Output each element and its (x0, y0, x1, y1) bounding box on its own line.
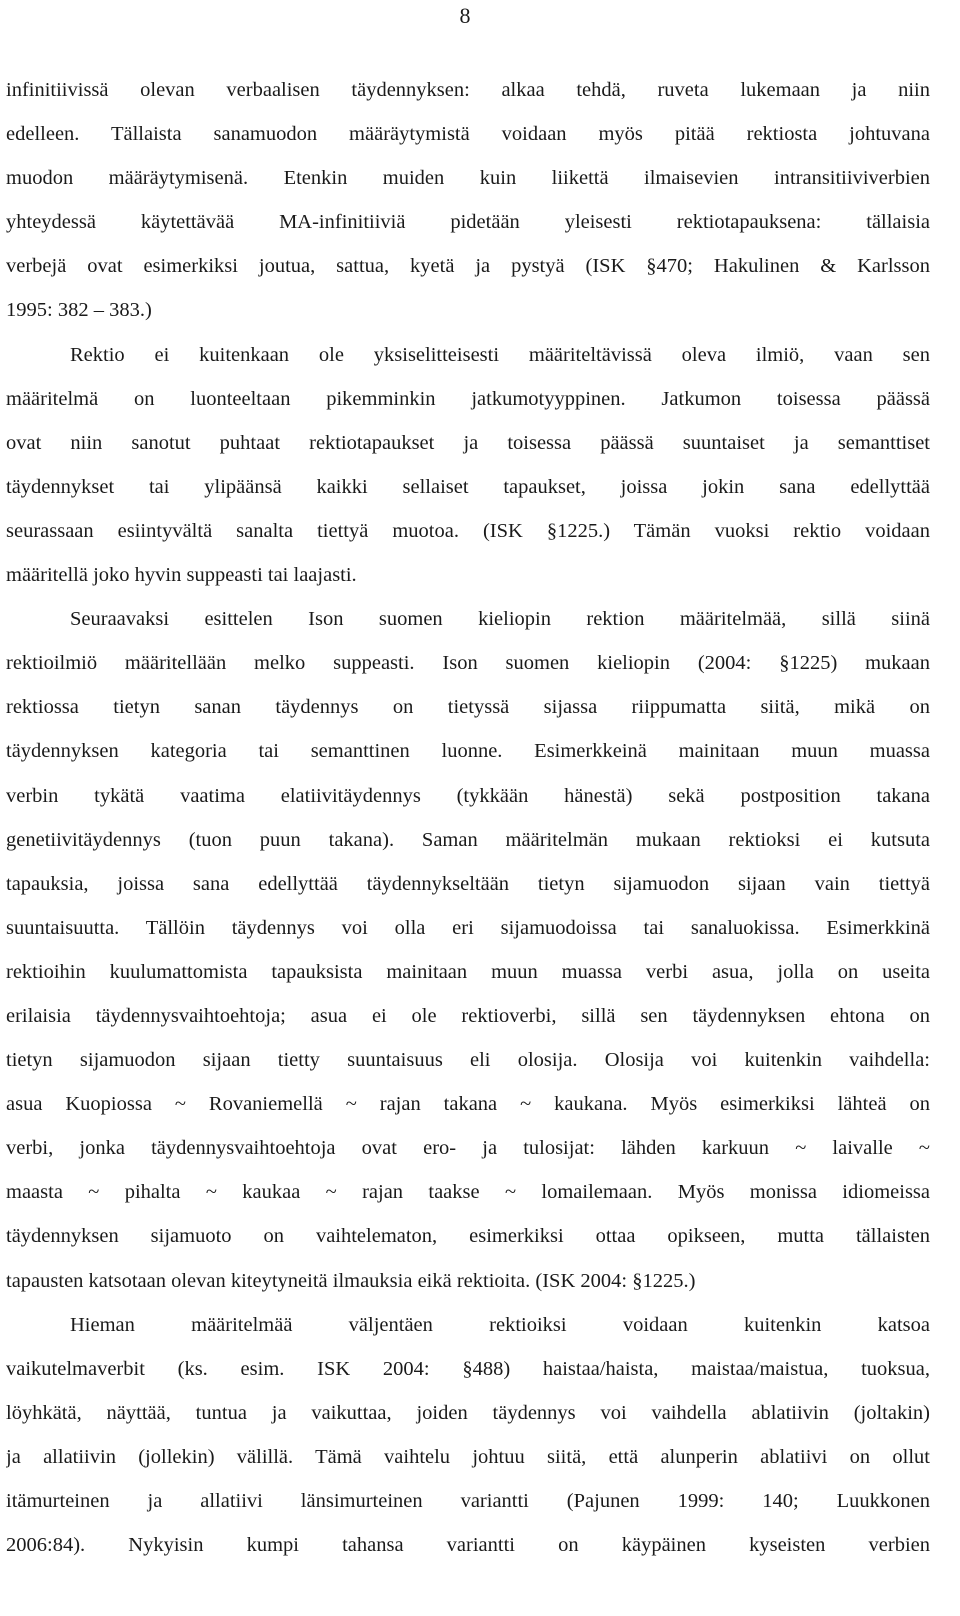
paragraph (6, 1303, 930, 1568)
paragraph (6, 597, 930, 1303)
text-line: täydennykset tai ylipäänsä kaikki sellaiset tapaukset, joissa jokin sana edellyttää (6, 475, 930, 498)
text-line: tietyn sijamuodon sijaan tietty suuntaisuus eli olosija. Olosija voi kuitenkin vaihdella: (6, 1049, 930, 1072)
text-line: löyhkätä, näyttää, tuntua ja vaikuttaa, joiden täydennys voi vaihdella ablatiivin (joltakin) (6, 1401, 930, 1424)
text-line: verbi, jonka täydennysvaihtoehtoja ovat ero- ja tulosijat: lähden karkuun ~ laivalle ~ (6, 1137, 930, 1160)
text-line: maasta ~ pihalta ~ kaukaa ~ rajan taakse ~ lomailemaan. Myös monissa idiomeissa (6, 1181, 930, 1204)
text-line: tapauksia, joissa sana edellyttää täydennykseltään tietyn sijamuodon sijaan vain tiettyä (6, 872, 930, 895)
text-line: täydennyksen sijamuoto on vaihtelematon, esimerkiksi ottaa opikseen, mutta tällaisten (6, 1225, 930, 1248)
text-line: verbejä ovat esimerkiksi joutua, sattua, kyetä ja pystyä (ISK §470; Hakulinen & Karlsson (6, 255, 930, 278)
text-line: asua Kuopiossa ~ Rovaniemellä ~ rajan takana ~ kaukana. Myös esimerkiksi lähteä on (6, 1093, 930, 1116)
text-line: suuntaisuutta. Tällöin täydennys voi olla eri sijamuodoissa tai sanaluokissa. Esimerkkinä (6, 916, 930, 939)
text-line: muodon määräytymisenä. Etenkin muiden kuin liikettä ilmaisevien intransitiiviverbien (6, 167, 930, 190)
text-line: ovat niin sanotut puhtaat rektiotapaukset ja toisessa päässä suuntaiset ja semanttiset (6, 431, 930, 454)
text-line: itämurteinen ja allatiivi länsimurteinen variantti (Pajunen 1999: 140; Luukkonen (6, 1490, 930, 1512)
text-line: vaikutelmaverbit (ks. esim. ISK 2004: §488) haistaa/haista, maistaa/maistua, tuoksua, (6, 1357, 930, 1380)
paragraph (6, 333, 930, 598)
text-line: genetiivitäydennys (tuon puun takana). Saman määritelmän mukaan rektioksi ei kutsuta (6, 828, 930, 851)
text-line: Rektio ei kuitenkaan ole yksiselitteisesti määriteltävissä oleva ilmiö, vaan sen (70, 343, 930, 366)
text-line: ja allatiivin (jollekin) välillä. Tämä vaihtelu johtuu siitä, että alunperin ablatiivi on ollut (6, 1445, 930, 1468)
body-text (6, 68, 930, 1567)
paragraph (6, 68, 930, 333)
text-line: rektiossa tietyn sanan täydennys on tietyssä sijassa riippumatta siitä, mikä on (6, 696, 930, 719)
text-line: yhteydessä käytettävää MA-infinitiiviä pidetään yleisesti rektiotapauksena: tällaisia (6, 211, 930, 234)
text-line: määritellä joko hyvin suppeasti tai laajasti. (6, 564, 357, 587)
text-line: rektioilmiö määritellään melko suppeasti. Ison suomen kieliopin (2004: §1225) mukaan (6, 652, 930, 675)
text-line: Hieman määritelmää väljentäen rektioiksi voidaan kuitenkin katsoa (70, 1313, 930, 1336)
text-line: verbin tykätä vaatima elatiivitäydennys (tykkään hänestä) sekä postposition takana (6, 784, 930, 807)
text-line: 2006:84). Nykyisin kumpi tahansa variantti on käypäinen kyseisten verbien (6, 1534, 930, 1557)
text-line: seurassaan esiintyvältä sanalta tiettyä muotoa. (ISK §1225.) Tämän vuoksi rektio voidaan (6, 519, 930, 542)
text-line: rektioihin kuulumattomista tapauksista mainitaan muun muassa verbi asua, jolla on useita (6, 960, 930, 983)
text-line: infinitiivissä olevan verbaalisen täydennyksen: alkaa tehdä, ruveta lukemaan ja niin (6, 79, 930, 101)
text-line: täydennyksen kategoria tai semanttinen luonne. Esimerkkeinä mainitaan muun muassa (6, 740, 930, 763)
text-line: määritelmä on luonteeltaan pikemminkin jatkumotyyppinen. Jatkumon toisessa päässä (6, 387, 930, 410)
text-line: edelleen. Tällaista sanamuodon määräytymistä voidaan myös pitää rektiosta johtuvana (6, 123, 930, 146)
text-line: Seuraavaksi esittelen Ison suomen kieliopin rektion määritelmää, sillä siinä (70, 608, 930, 631)
page-number: 8 (459, 3, 471, 28)
text-line: tapausten katsotaan olevan kiteytyneitä ilmauksia eikä rektioita. (ISK 2004: §1225.) (6, 1269, 696, 1292)
text-line: 1995: 382 – 383.) (6, 299, 152, 322)
text-line: erilaisia täydennysvaihtoehtoja; asua ei ole rektioverbi, sillä sen täydennyksen ehtona on (6, 1004, 930, 1027)
